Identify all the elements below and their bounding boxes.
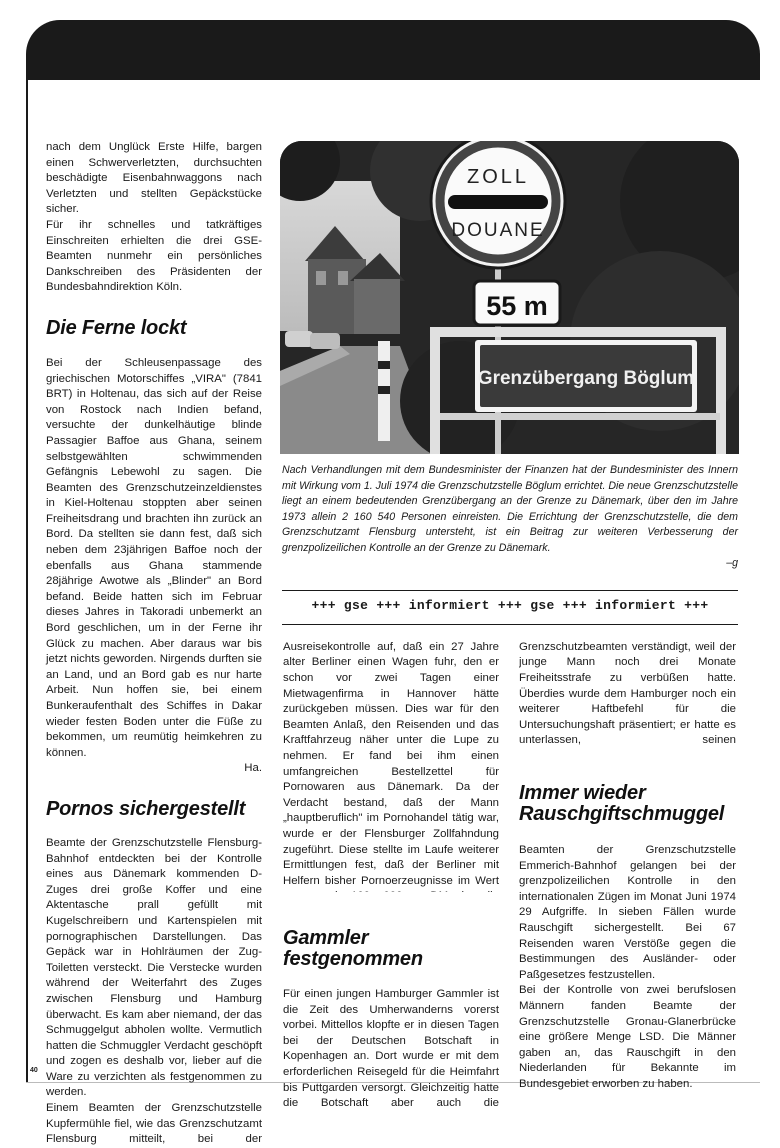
banner-rule-top	[282, 590, 738, 591]
gammler-body: Für einen jungen Hamburger Gammler ist die Zeit des Umherwanderns vorerst vorbei. Mittellos klopfte er in diesen Tagen bei der Deutschen Botschaft in Kopenhagen an. Dort wurde er mit dem erforderlichen Reisegeld für die Heimfahrt bis Puttgarden versorgt. Gleichzeitig hatte die Botschaft aber auch die	[283, 988, 499, 1110]
photo-illustration	[280, 141, 739, 454]
sign-zoll: ZOLL	[466, 166, 530, 188]
page-number: 40	[30, 1067, 38, 1074]
rausch-body-1: Beamten der Grenzschutzstelle Emmerich-Bahnhof gelangen bei der grenzpolizeilichen Kontrolle in den internationalen Zügen im Monat Juni 1974 29 Aufgriffe. In sieben Fällen wurde Rauschgift sichergestellt. Bei 67 Reisenden waren Verstöße gegen die Bestimmungen des Ausländer- oder Paßgesetzes festzustellen.	[519, 844, 736, 981]
intro-paragraph: nach dem Unglück Erste Hilfe, bargen einen Schwerverletzten, durchsuchten beschädigte Eisenbahnwaggons nach Verletzten und stellten Gepäckstücke sicher.	[46, 141, 262, 216]
sign-distance: 55 m	[486, 291, 548, 321]
headline-ferne: Die Ferne lockt	[46, 316, 187, 339]
headline-pornos: Pornos sichergestellt	[46, 797, 246, 820]
thanks-paragraph: Für ihr schnelles und tatkräftiges Einschreiten erhielten die drei GSE-Beamten nunmehr ein persönliches Dankschreiben des Präsidenten der Bundesbahndirektion Köln.	[46, 218, 262, 294]
headline-rauschgift: Immer wieder Rauschgiftschmuggel	[519, 782, 725, 825]
left-margin-rule	[26, 78, 28, 1083]
headline-gammler: Gammler festgenommen	[283, 927, 423, 970]
ferne-signature: Ha.	[244, 762, 262, 775]
gammler-body-continued: Grenzschutzbeamten verständigt, weil der junge Mann noch drei Monate Freiheitsstrafe zu verbüßen hatte. Überdies wurde dem Hamburger noch ein weiterer Haftbefehl für die Untersuchungshaft präsentiert; er hatte es unterlassen, seinen	[519, 640, 736, 747]
sign-douane: DOUANE	[451, 220, 545, 241]
sign-place: Grenzübergang Böglum	[477, 368, 695, 389]
column-middle	[283, 640, 499, 1112]
ferne-body: Bei der Schleusenpassage des griechischen Motorschiffes „VIRA" (7841 BRT) in Holtenau, das sich auf der Reise von Rostock nach Indien befand, versuchte der dunkelhäutige blinde Passagier Baffoe aus Ghana, seinem selbstgewählten schwimmenden Gefängnis Lebewohl zu sagen. Die Beamten des Grenzschutzeinzeldienstes in Kiel-Holtenau stoppten aber seinen Freiheitsdrang und brachten ihn zurück an Bord. Da stellten sie dann fest, daß sich neben dem 23jährigen Baffoe noch der ebenfalls aus Ghana stammende 28jährige Awotwe als „Blinder" an Bord befand. Beide hatten sich im Februar dieses Jahres in Takoradi unbemerkt an Bord geschlichen, um in der Ferne ihr Glück zu machen. Aber daraus war bis jetzt nichts geworden. Nirgends durften sie an Land, und an Bord gab es nur harte Arbeit. Nun hoffen sie, bei einem Bunkeraufenthalt des Schiffes in Dakar wieder festen Boden unter die Füße zu bekommen, um reumütig heimkehren zu können.	[46, 356, 262, 759]
border-crossing-photo	[280, 141, 739, 454]
column-right	[519, 640, 736, 1093]
pornos-body-2-continued: Ausreisekontrolle auf, daß ein 27 Jahre alter Berliner einen Wagen fuhr, den er schon vor zwei Tagen einer Mietwagenfirma in Hannover hätte zurückgeben müssen. Dies war für den Beamten Anlaß, den Reisenden und das Kraftfahrzeug näher unter die Lupe zu nehmen. Er fand bei ihm einen umfangreichen Bestellzettel für Pornowaren aus Dänemark. Da der Verdacht bestand, daß der Mann „hauptberuflich" im Pornohandel tätig war, wurde er der Flensburger Zollfahndung zugeführt. Diese stellte im Laufe weiterer Ermittlungen fest, daß der Berliner mit Helfern bisher Pornoerzeugnisse im Wert	[283, 640, 499, 887]
photo-caption: Nach Verhandlungen mit dem Bundesminister der Finanzen hat der Bundesminister des Innern mit Wirkung vom 1. Juli 1974 die Grenzschutzstelle Böglum errichtet. Die neue Grenzschutzstelle liegt an einem bedeutenden Grenzübergang an der Grenze zu Dänemark, über den im Jahre 1973 allein 2 160 540 Personen einreisten. Die Errichtung der Grenzschutzstelle, die dem Grenzschutzamt Flensburg untersteht, ist ein Beitrag zur weiteren Verbesserung der grenzpolizeilichen Kontrolle an der Grenze zu Dänemark. –g	[282, 463, 738, 572]
banner-rule-bottom	[282, 624, 738, 625]
pornos-body-1: Beamte der Grenzschutzstelle Flensburg-Bahnhof entdeckten bei der Kontrolle eines aus Dänemark kommenden D-Zuges drei große Koffer und eine Aktentasche prall gefüllt mit Kugelschreibern und Kartenspielen mit pornographischen Darstellungen. Das Gepäck war in Hohlräumen der Zug-Toiletten versteckt. Die Verstecke wurden während der Weiterfahrt des Zuges zwischen Flensburg und Hamburg überwacht. Es kam aber niemand, der das Schmuggelgut abholen wollte. Vermutlich hatten die Schmuggler Verdacht geschöpft und zogen es deshalb vor, lieber auf die Ware zu verzichten als festgenommen zu werden.	[46, 836, 262, 1099]
header-bar	[26, 20, 760, 80]
rausch-body-2: Bei der Kontrolle von zwei berufslosen Männern fanden Beamte der Grenzschutzstelle Gronau-Glanerbrücke eine größere Menge LSD. Die Männer gaben an, das Rauschgift in den Niederlanden für Bekannte im Bundesgebiet erworben zu haben.	[519, 984, 736, 1090]
pornos-body-2: Einem Beamten der Grenzschutzstelle Kupfermühle fiel, wie das Grenzschutzamt Flensburg mitteilt, bei der	[46, 1102, 262, 1146]
caption-signature: –g	[726, 557, 738, 569]
gse-banner: +++ gse +++ informiert +++ gse +++ informiert +++	[311, 598, 709, 613]
column-left	[46, 140, 262, 1148]
